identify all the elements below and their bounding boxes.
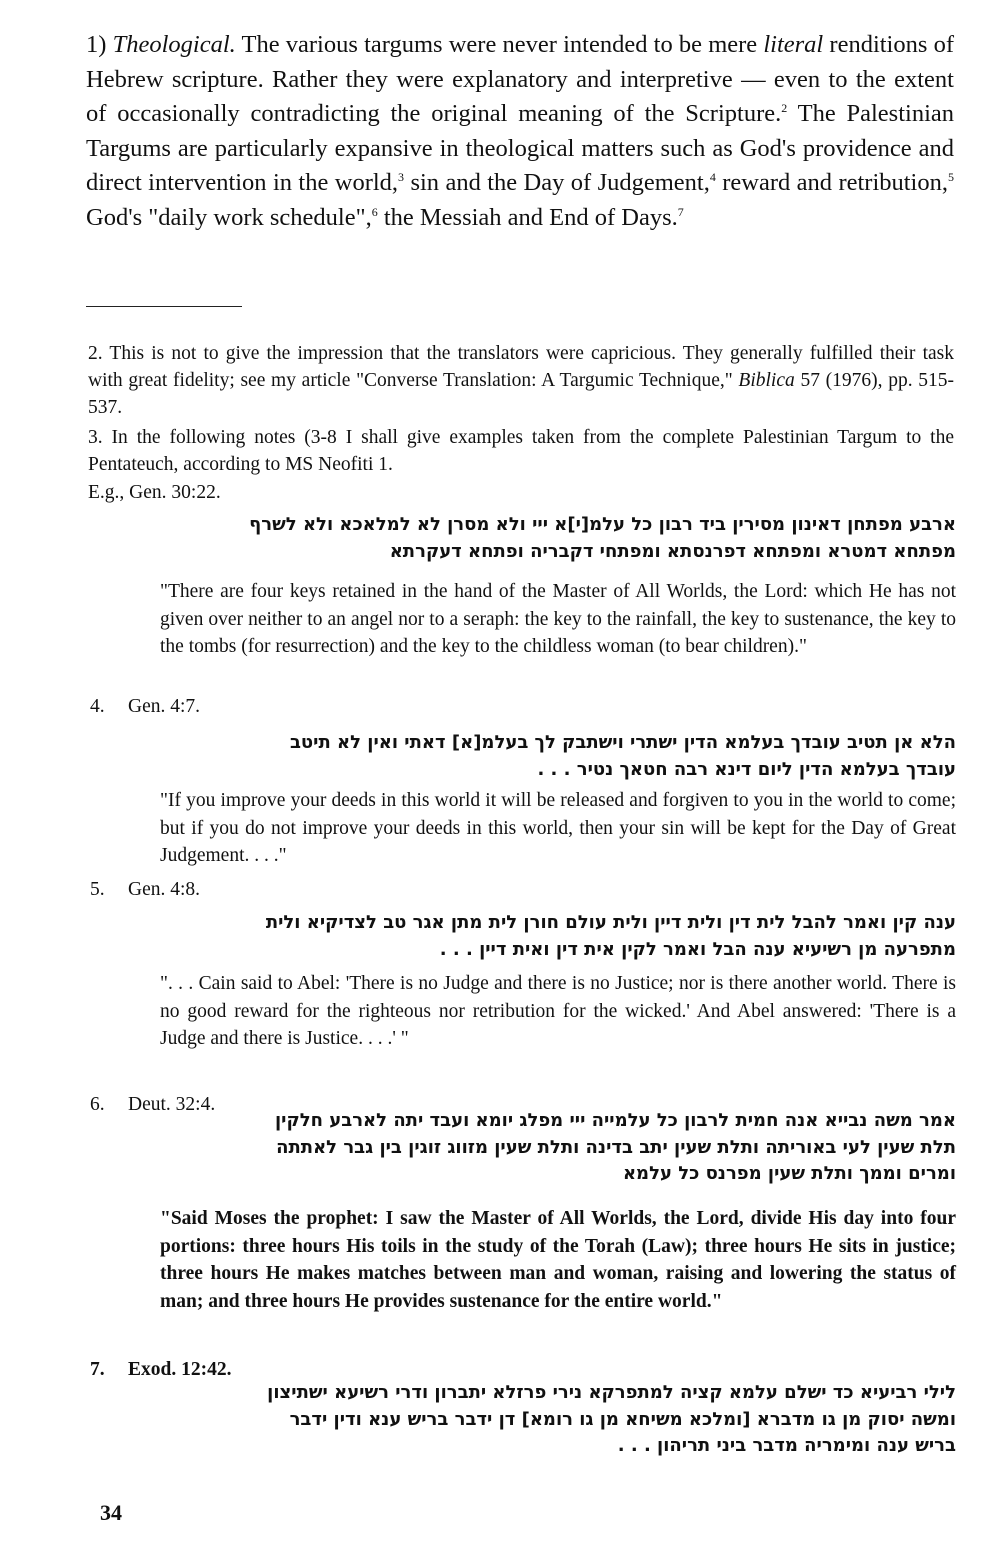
hebrew-line: ארבע מפתחן דאינון מסירין ביד רבון כל עלמ[י]א ייי ולא מסרן לא למלאכא ולא לשרף — [249, 514, 956, 535]
footnote-6-hebrew — [160, 1108, 956, 1188]
footnote-5-hebrew — [160, 910, 956, 963]
section-number: 1) — [86, 31, 113, 58]
footnote-5-reference: Gen. 4:8. — [128, 879, 201, 900]
footnote-divider — [86, 306, 242, 307]
hebrew-line: ומרים וממך ותלת שעין מפרנס כל עלמא — [622, 1163, 956, 1184]
hebrew-line: בריש ענה ומימריה מדבר ביני תריהון . . . — [617, 1435, 956, 1456]
footnote-4-translation: "If you improve your deeds in this world it will be released and forgiven to you in the world to come; but if you do not improve your deeds in this world, then your sin will be kept for the Day of Great Judgement. . . ." — [160, 790, 956, 866]
footnote-3: 3. In the following notes (3-8 I shall give examples taken from the complete Palestinian Targum to the Pentateuch, according to MS Neofiti 1. — [88, 427, 954, 475]
footnote-7-number: 7. — [90, 1359, 105, 1380]
footnote-7-hebrew — [160, 1380, 956, 1460]
footnote-6-number: 6. — [90, 1094, 105, 1115]
hebrew-line: תלת שעין לעי באוריתה ותלת שעין יתב בדינה ותלת שעין מזווג זוגין בין גבר לאתתה — [276, 1136, 956, 1158]
footnote-3-reference: E.g., Gen. 30:22. — [88, 482, 221, 503]
footnote-ref-2[interactable]: 2 — [781, 101, 788, 115]
hebrew-line: ומשה יסוק מן גו מדברא [ומלכא משיחא מן גו רומא] דן ידבר בריש ענא ודין ידבר — [289, 1408, 956, 1430]
footnote-4-number: 4. — [90, 696, 105, 717]
hebrew-line: מפתחא דמטרא ומפתחא דפרנסתא ומפתחי דקבריה ופתחא דעקרתא — [389, 540, 956, 562]
footnote-7-reference: Exod. 12:42. — [128, 1359, 232, 1380]
footnote-2: 2. This is not to give the impression that the translators were capricious. They generally fulfilled their task with great fidelity; see my article "Converse Translation: A Targumic Technique," Biblica 57 (1976), pp. 515-537. — [88, 343, 955, 418]
footnote-ref-5[interactable]: 5 — [948, 170, 954, 184]
main-paragraph: 1) Theological. The various targums were never intended to be mere literal renditions of Hebrew scripture. Rather they were explanatory and interpretive — even to the extent of occasionally contradicting the original meaning of the Scripture.$^2$ The Palestinian Targums are particularly expansive in theological matters such as God's providence and direct intervention in the world,$^3$ sin and the Day of Judgement,$^4$ reward and retribution,$^5$ God's "daily work schedule",$^6$ the Messiah and End of Days.$^7$ — [86, 31, 954, 231]
footnote-5-translation: ". . . Cain said to Abel: 'There is no Judge and there is no Justice; nor is there another world. There is no good reward for the righteous nor retribution for the wicked.' And Abel answered: 'There is a Judge and there is Justice. . . .' " — [160, 973, 956, 1049]
footnote-ref-6[interactable]: 6 — [371, 204, 378, 219]
footnote-3-translation: "There are four keys retained in the hand of the Master of All Worlds, the Lord: which He has not given over neither to an angel nor to a seraph: the key to the rainfall, the key to sustenance, the key to the tombs (for resurrection) and the key to the childless woman (to bear children)." — [160, 581, 956, 657]
footnote-ref-7[interactable]: 7 — [677, 204, 684, 219]
footnote-4-hebrew — [160, 730, 956, 783]
emphasis-literal: literal — [763, 31, 824, 58]
footnote-6-reference: Deut. 32:4. — [128, 1094, 216, 1115]
hebrew-line: לילי רביעיא כד ישלם עלמא קציה למתפרקא נירי פרזלא יתברון ודרי רשיעא ישתיצון — [267, 1382, 956, 1403]
hebrew-line: אמר משה נבייא אנה חמית לרבון כל עלמייה ייי מפלג יומא ועבד יתה לארבע חלקין — [275, 1110, 956, 1131]
footnote-3-hebrew — [160, 512, 956, 565]
page-number: 34 — [100, 1500, 122, 1525]
footnote-6-translation: "Said Moses the prophet: I saw the Master of All Worlds, the Lord, divide His day into four portions: three hours His toils in the study of the Torah (Law); three hours He sits in justice; three hours He makes matches between man and woman, raising and lowering the status of man; and three hours He provides sustenance for the entire world." — [160, 1208, 956, 1312]
hebrew-line: ענה קין ואמר להבל לית דין ולית דיין ולית עולם חורן לית מתן אגר טב לצדיקיא ולית — [265, 912, 956, 933]
hebrew-line: עובדך בעלמא הדין ליום דינא רבה חטאך נטיר . . . — [537, 758, 956, 780]
footnote-4-reference: Gen. 4:7. — [128, 696, 201, 717]
section-heading: Theological. — [112, 31, 236, 58]
journal-title: Biblica — [738, 370, 795, 391]
hebrew-line: מתפרעה מן רשיעיא ענה הבל ואמר לקין אית דין ואית דיין . . . — [439, 938, 956, 960]
hebrew-line: הלא אן תטיב עובדך בעלמא הדין ישתרי וישתבק לך בעלמ[א] דאתי ואין לא תיטב — [289, 732, 956, 753]
footnote-ref-4[interactable]: 4 — [709, 170, 716, 184]
footnote-ref-3[interactable]: 3 — [398, 170, 405, 184]
footnote-5-number: 5. — [90, 879, 105, 900]
